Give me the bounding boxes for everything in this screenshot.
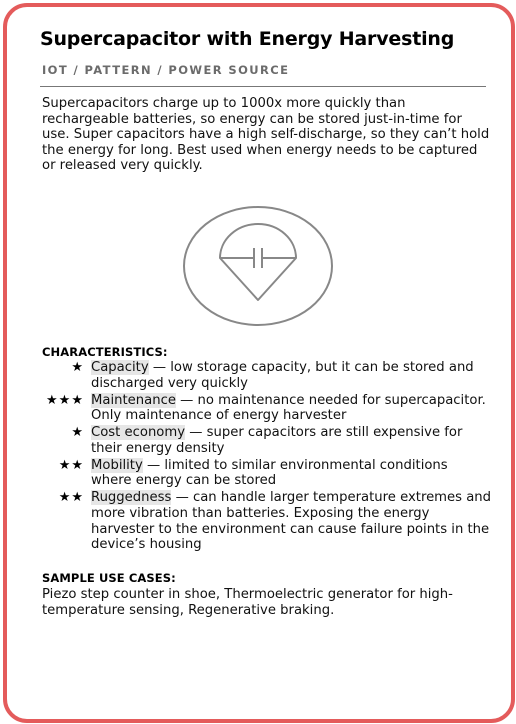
use-cases-text: Piezo step counter in shoe, Thermoelectric generator for high-temperature sensing, Regenerative braking.: [42, 587, 453, 618]
characteristic-text: — super capacitors are still expensive for their energy density: [91, 425, 463, 456]
shield-shape: [220, 224, 296, 300]
card-title: Supercapacitor with Energy Harvesting: [40, 28, 455, 50]
characteristic-name: Ruggedness: [91, 490, 172, 506]
rating-stars: ★★: [58, 457, 84, 473]
characteristic-name: Cost economy: [91, 425, 186, 441]
characteristics-list: [42, 360, 492, 554]
characteristic-text: — low storage capacity, but it can be stored and discharged very quickly: [91, 360, 474, 391]
characteristic-text: — no maintenance needed for supercapacitor. Only maintenance of energy harvester: [91, 392, 486, 424]
characteristic-capacity: [42, 360, 492, 391]
rating-stars: ★★: [58, 490, 84, 506]
rating-stars: ★: [71, 360, 84, 375]
characteristic-ruggedness: [42, 490, 492, 552]
breadcrumb: IOT / PATTERN / POWER SOURCE: [42, 63, 290, 77]
use-cases-heading: SAMPLE USE CASES:: [42, 571, 176, 585]
characteristics-heading: CHARACTERISTICS:: [42, 345, 168, 359]
characteristic-text: — limited to similar environmental conditions where energy can be stored: [91, 457, 448, 489]
characteristic-maintenance: [42, 393, 492, 424]
divider: [40, 86, 486, 87]
rating-stars: ★★★: [46, 392, 84, 408]
characteristic-name: Maintenance: [91, 392, 176, 408]
characteristic-name: Capacity: [91, 360, 149, 375]
characteristic-text: — can handle larger temperature extremes and more vibration than batteries. Exposing the energy harvester to the environment can cause failure points in the device’s housing: [91, 490, 492, 553]
characteristic-cost-economy: [42, 425, 492, 456]
characteristic-mobility: [42, 458, 492, 489]
description: Supercapacitors charge up to 1000x more quickly than rechargeable batteries, so energy can be stored just-in-time for use. Super capacitors have a high self-discharge, so they can’t hold the energy for long. Best used when energy needs to be captured or released very quickly.: [42, 96, 490, 174]
rating-stars: ★: [71, 425, 84, 441]
characteristic-name: Mobility: [91, 457, 143, 473]
capacitor-in-shield-icon: [181, 204, 335, 328]
